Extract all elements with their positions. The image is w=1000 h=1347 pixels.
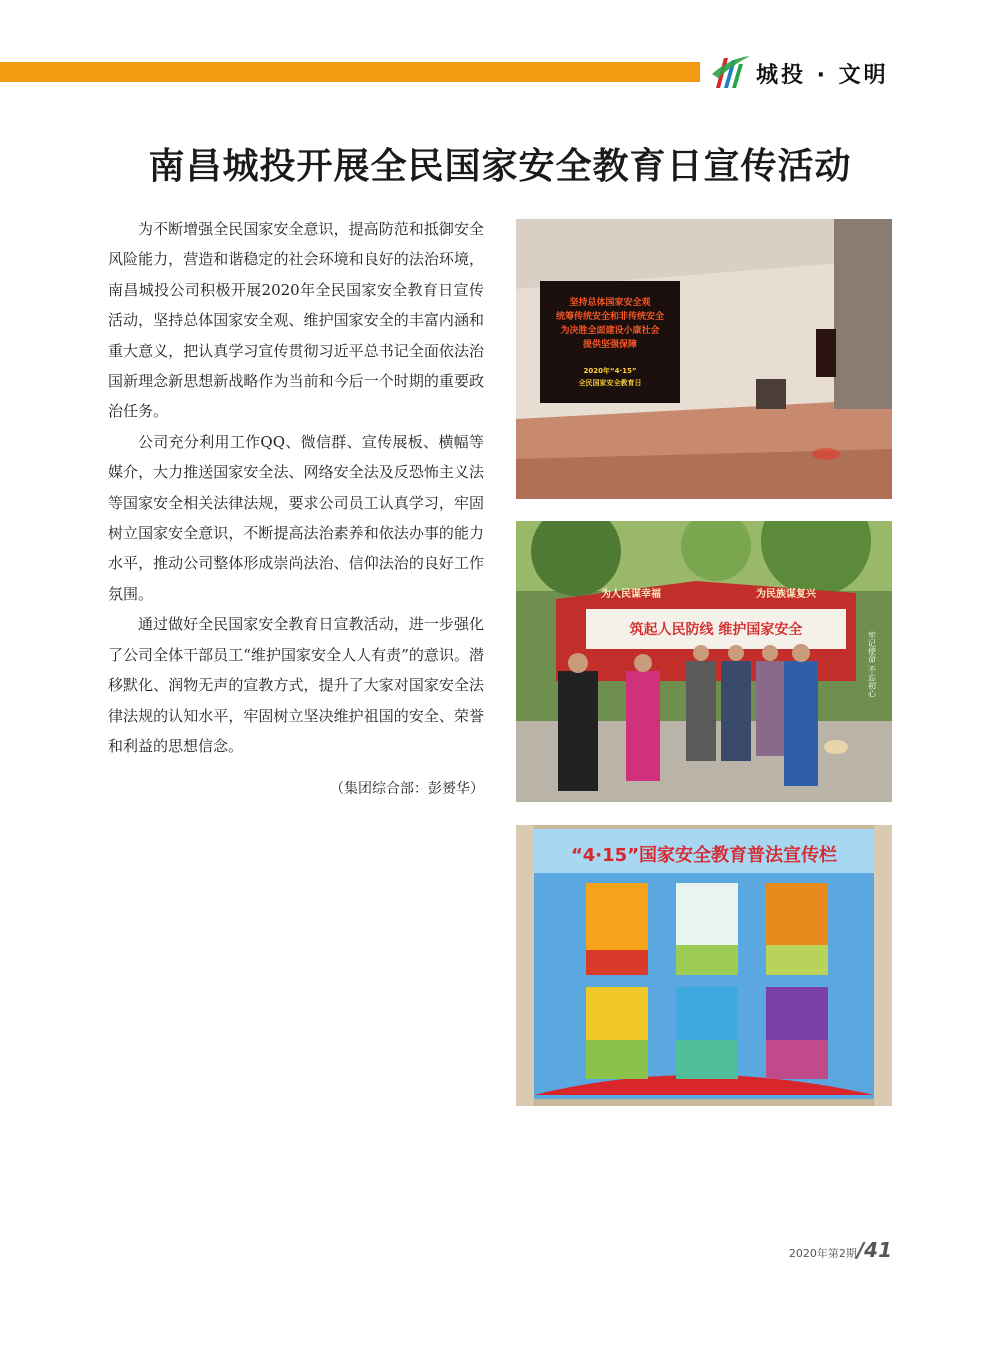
photo-outdoor-propaganda xyxy=(516,521,892,802)
led-line-3: 为决胜全面建设小康社会 xyxy=(560,326,660,336)
photo-lobby-led-screen xyxy=(516,219,892,499)
led-line-1: 坚持总体国家安全观 xyxy=(569,298,651,308)
paragraph-1: 为不断增强全民国家安全意识，提高防范和抵御安全风险能力，营造和谐稳定的社会环境和良好的法治环境，南昌城投公司积极开展2020年全民国家安全教育日宣传活动，坚持总体国家安全观、维护国家安全的丰富内涵和重大意义，把认真学习宣传贯彻习近平总书记全面依法治国新理念新思想新战略作为当前和今后一个时期的重要政治任务。 xyxy=(108,220,484,421)
issue-label: 2020年第2期 xyxy=(788,1247,857,1260)
side-text: 牢记使命 不忘初心 xyxy=(867,631,877,698)
red-banner-text: 筑起人民防线 维护国家安全 xyxy=(629,622,803,638)
page-footer xyxy=(789,1238,892,1262)
led-line-5: 2020年“4·15” xyxy=(583,367,637,375)
page-number: /41 xyxy=(856,1238,892,1262)
led-line-6: 全民国家安全教育日 xyxy=(578,379,642,387)
paragraph-2: 公司充分利用工作QQ、微信群、宣传展板、横幅等媒介，大力推送国家安全法、网络安全法及反恐怖主义法等国家安全相关法律法规，要求公司员工认真学习，牢固树立国家安全意识，不断提高法治素养和依法办事的能力水平，推动公司整体形成崇尚法治、信仰法治的良好工作氛围。 xyxy=(108,432,484,603)
banner-right: 为民族谋复兴 xyxy=(756,589,816,600)
board-title: “4·15”国家安全教育普法宣传栏 xyxy=(570,845,838,866)
led-line-2: 统筹传统安全和非传统安全 xyxy=(555,312,665,322)
article-body xyxy=(108,214,484,761)
led-line-4: 提供坚强保障 xyxy=(582,340,638,350)
paragraph-3: 通过做好全民国家安全教育日宣教活动，进一步强化了公司全体干部员工“维护国家安全人人有责”的意识。潜移默化、润物无声的宣教方式，提升了大家对国家安全法律法规的认知水平，牢固树立坚决维护祖国的安全、荣誉和利益的思想信念。 xyxy=(108,615,484,755)
byline: （集团综合部：彭赟华） xyxy=(330,781,484,797)
header-accent-bar xyxy=(0,62,700,82)
banner-left: 为人民谋幸福 xyxy=(601,589,661,600)
company-logo-icon xyxy=(708,52,752,92)
photo-bulletin-board xyxy=(516,825,892,1106)
section-label: 城投 · 文明 xyxy=(756,63,889,88)
article-title: 南昌城投开展全民国家安全教育日宣传活动 xyxy=(148,146,852,187)
